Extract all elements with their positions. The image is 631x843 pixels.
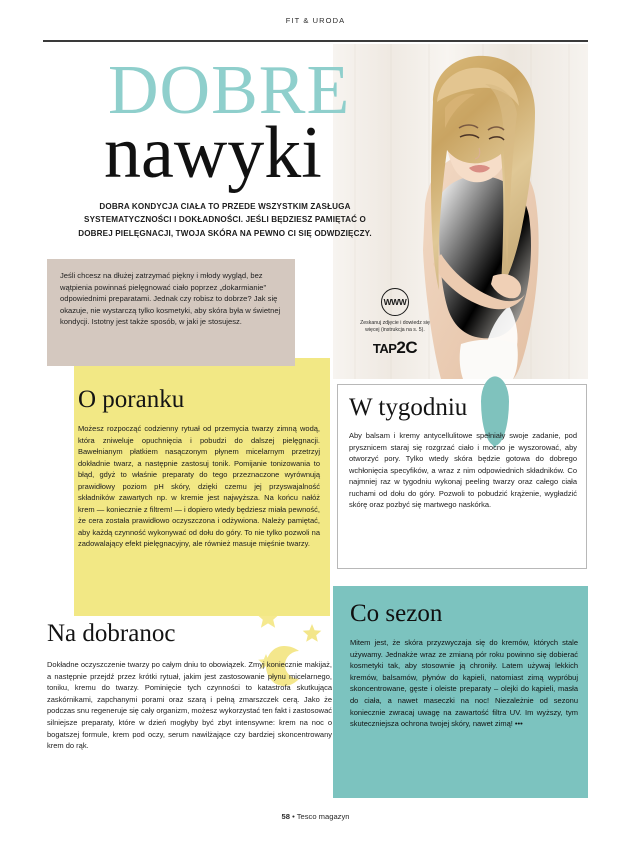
page-title-line-2: nawyki: [104, 112, 322, 194]
tap2c-logo-suffix: C: [405, 337, 418, 357]
weekly-section: [349, 394, 577, 511]
morning-section: [78, 386, 326, 550]
season-section: [350, 600, 578, 730]
lead-paragraph: DOBRA KONDYCJA CIAŁA TO PRZEDE WSZYSTKIM ZASŁUGA SYSTEMATYCZNOŚCI I DOKŁADNOŚCI. JEŚLI BĘDZIESZ PAMIĘTAĆ O DOBREJ PIELĘGNACJI, TWOJA SKÓRA NA PEWNO CI SIĘ ODWDZIĘCZY.: [78, 202, 372, 238]
www-icon: WWW: [381, 288, 409, 316]
weekly-text: Aby balsam i kremy antycellulitowe spełniały swoje zadanie, pod prysznicem staraj się rozgrzać ciało i mocno je wyszorować, aby otworzyć pory. Tylko wtedy skóra będzie gotowa do dobrego wchłonięcia specyfików, a wraz z nim odpowiednich składników. Co najmniej raz w tygodniu wykonaj peeling twarzy oraz całego ciała ruchami od dołu do góry. Pozwoli to pobudzić krążenie, wygładzić skórę oraz pozbyć się martwego naskórka.: [349, 431, 577, 509]
night-heading: Na dobranoc: [47, 620, 176, 647]
night-section: [47, 620, 332, 752]
tap2c-logo-prefix: TAP: [372, 340, 397, 356]
tap2c-logo-number: 2: [396, 337, 406, 357]
tap2c-logo: [357, 337, 433, 357]
season-heading: Co sezon: [350, 600, 443, 627]
page-footer: [0, 812, 631, 821]
morning-text: Możesz rozpocząć codzienny rytuał od przemycia twarzy zimną wodą, która zniweluje opuchnięcia i pobudzi do dalszej pielęgnacji. Bawełnianym płatkiem nasączonym płynem micelarnym przetrzyj dokładnie twarz, a następnie zastosuj tonik. Pomijanie tonizowania to błąd, gdyż to właśnie preparaty do tego przeznaczone wyrównują prawidłowy poziom pH skóry, dzięki czemu jej przyswajalność składników zawartych np. w kremie jest najwyższa. Na końcu nałóż krem — koniecznie z filtrem! — i dopiero wtedy będziesz miała pewność, że cera została prawidłowo oczyszczona i odżywiona. Należy pamiętać, aby każdą czynność wykonywać od dołu do góry. To nie tylko pozwoli na zadowalający efekt pielęgnacyjny, ale również masuje mięśnie twarzy.: [78, 424, 320, 548]
header-divider-rule: [43, 40, 588, 42]
intro-box-text: Jeśli chcesz na dłużej zatrzymać piękny i młody wygląd, bez wątpienia powinnaś pielęgnować ciało poprzez „dokarmianie" odpowiednimi preparatami. Jednak czy robisz to dobrze? Jak się okazuje, nie wystarczą tylko kosmetyki, aby skóra była w świetnej kondycji. Istotny jest także sposób, w jaki je stosujesz.: [60, 271, 281, 327]
night-text: Dokładne oczyszczenie twarzy po całym dniu to obowiązek. Zmyj koniecznie makijaż, a następnie przejdź przez krótki rytuał, jakim jest zastosowanie płynu micelarnego, toniku, kremu do twarzy. Pominięcie tych czynności to katastrofa skutkująca zaskórnikami, zapchanymi porami oraz szarą i pełną zmarszczek cerą. Jako że podczas snu regeneruje się cały organizm, możesz wykorzystać ten fakt i zastosować silniejsze preparaty, które w dzień mogłyby być zbyt intensywne: krem na noc o bogatszej formule, krem pod oczy, serum nawilżające czy bardziej skoncentrowany krem do rąk.: [47, 660, 332, 751]
section-kicker: FIT & URODA: [285, 16, 346, 25]
intro-box: [47, 259, 295, 366]
morning-heading: O poranku: [78, 386, 185, 413]
publication-name: Tesco magazyn: [296, 812, 350, 821]
page-title-line-1: DOBRE: [108, 52, 351, 129]
footer-separator: •: [292, 812, 295, 821]
page-number: 58: [281, 812, 290, 821]
scan-badge-caption: Zeskanuj zdjęcie i dowiedz się więcej (instrukcja na s. 5).: [360, 320, 430, 334]
scan-badge[interactable]: [357, 288, 433, 356]
weekly-heading: W tygodniu: [349, 394, 468, 421]
season-text: Mitem jest, że skóra przyzwyczaja się do kremów, których stale używamy. Jednakże wraz ze zmianą pór roku powinno się dobierać kosmetyki tak, aby stosownie ją chroniły. Latem używaj lekkich kremów, balsamów, płynów do kąpieli, natomiast zimą wypróbuj skoncentrowane, gęste i oleiste preparaty – olejki do kąpieli, masła do ciała, a nawet maseczki na noc! Niezależnie od sezonu koniecznie zwracaj uwagę na zawartość filtra UV. Im wyższy, tym skuteczniejsza ochrona twojej skóry, nawet zimą! •••: [350, 638, 578, 729]
